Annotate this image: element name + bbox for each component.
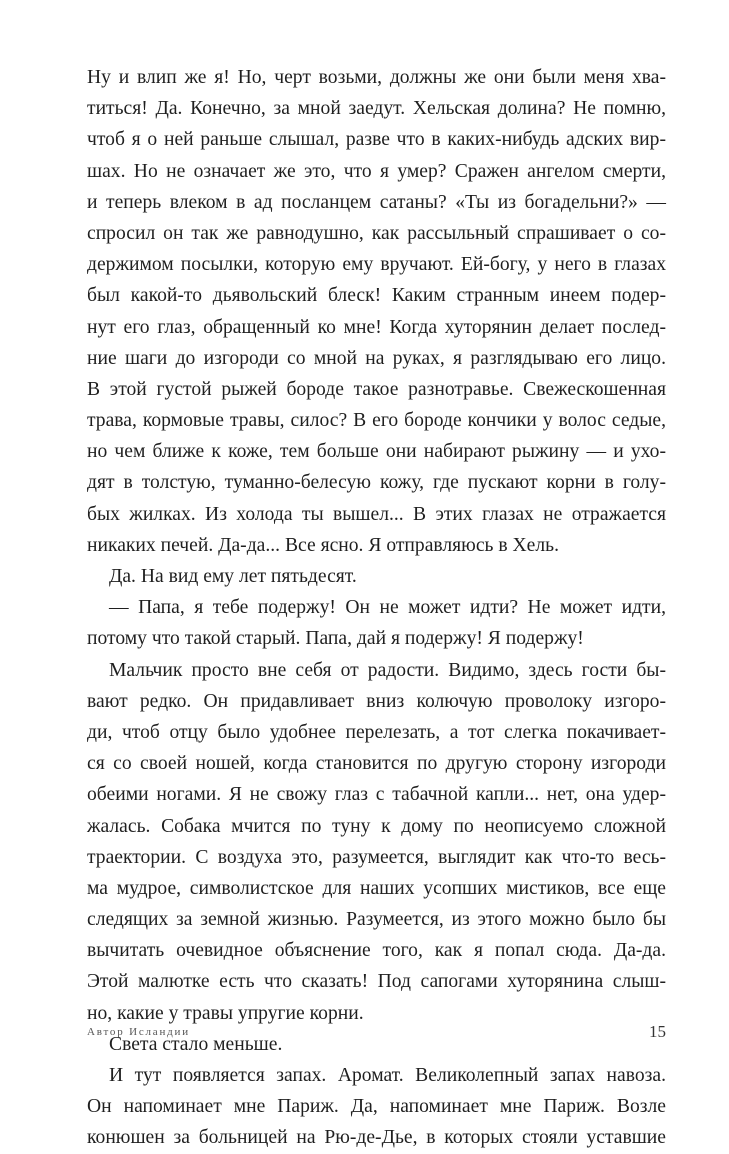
text-line: следящих за земной жизнью. Разумеется, из этого можно было бы xyxy=(87,909,666,931)
text-line: вают редко. Он придавливает вниз колючую проволоку изгоро- xyxy=(87,690,666,712)
text-line: нут его глаз, обращенный ко мне! Когда хуторянин делает послед- xyxy=(87,316,666,338)
text-line: Света стало меньше. xyxy=(109,1033,283,1055)
text-line: Да. На вид ему лет пятьдесят. xyxy=(109,566,357,587)
text-line: обеими ногами. Я не свожу глаз с табачной капли... нет, она удер- xyxy=(87,784,666,806)
text-line: чтоб я о ней раньше слышал, разве что в каких-нибудь адских вир- xyxy=(87,129,666,151)
text-line: титься! Да. Конечно, за мной заедут. Хельская долина? Не помню, xyxy=(87,98,666,120)
text-line: — Папа, я тебе подержу! Он не может идти? Не может идти, xyxy=(109,597,666,619)
text-line: спросил он так же равнодушно, как рассыльный спрашивает о со- xyxy=(87,222,666,244)
text-line: ся со своей ношей, когда становится по другую сторону изгороди xyxy=(87,753,666,775)
page-footer xyxy=(87,1022,666,1046)
text-line: шах. Но не означает же это, что я умер? Сражен ангелом смерти, xyxy=(87,160,666,182)
text-line: жалась. Собака мчится по туну к дому по неописуемо сложной xyxy=(87,815,666,837)
text-line: Мальчик просто вне себя от радости. Видимо, здесь гости бы- xyxy=(109,659,666,681)
text-line: дят в толстую, туманно-белесую кожу, где пускают корни в голу- xyxy=(87,472,666,494)
text-line: был какой-то дьявольский блеск! Каким странным инеем подер- xyxy=(87,285,666,307)
text-line: траектории. С воздуха это, разумеется, выглядит как что-то весь- xyxy=(87,846,666,868)
text-line: Он напоминает мне Париж. Да, напоминает мне Париж. Возле xyxy=(87,1096,666,1118)
page-number: 15 xyxy=(649,1022,666,1041)
text-line: потому что такой старый. Папа, дай я подержу! Я подержу! xyxy=(87,628,584,650)
text-line: В этой густой рыжей бороде такое разнотравье. Свежескошенная xyxy=(87,378,666,400)
text-line: трава, кормовые травы, силос? В его бороде кончики у волос седые, xyxy=(87,410,666,432)
text-line: ди, чтоб отцу было удобнее перелезать, а тот слегка покачивает- xyxy=(87,721,666,743)
text-line: И тут появляется запах. Аромат. Великолепный запах навоза. xyxy=(109,1065,666,1086)
text-line: держимом посылки, которую ему вручают. Ей-богу, у него в глазах xyxy=(87,254,666,276)
body-text xyxy=(87,62,666,1154)
text-line: Ну и влип же я! Но, черт возьми, должны же они были меня хва- xyxy=(87,67,666,88)
text-line: никаких печей. Да-да... Все ясно. Я отправляюсь в Хель. xyxy=(87,534,559,556)
text-line: но, какие у травы упругие корни. xyxy=(87,1002,364,1024)
running-title: Автор Исландии xyxy=(87,1026,190,1038)
text-line: вычитать очевидное объяснение того, как я попал сюда. Да-да. xyxy=(87,940,666,962)
text-line: но чем ближе к коже, тем больше они набирают рыжину — и ухо- xyxy=(87,441,666,463)
text-line: Этой малютке есть что сказать! Под сапогами хуторянина слыш- xyxy=(87,971,666,993)
text-line: конюшен за больницей на Рю-де-Дье, в которых стояли уставшие xyxy=(87,1127,666,1149)
text-line: ма мудрое, символистское для наших усопших мистиков, все еще xyxy=(87,877,666,899)
text-line: ние шаги до изгороди со мной на руках, я разглядываю его лицо. xyxy=(87,347,666,369)
text-line: и теперь влеком в ад посланцем сатаны? «Ты из богадельни?» — xyxy=(87,191,666,213)
text-line: бых жилках. Из холода ты вышел... В этих глазах не отражается xyxy=(87,503,666,525)
